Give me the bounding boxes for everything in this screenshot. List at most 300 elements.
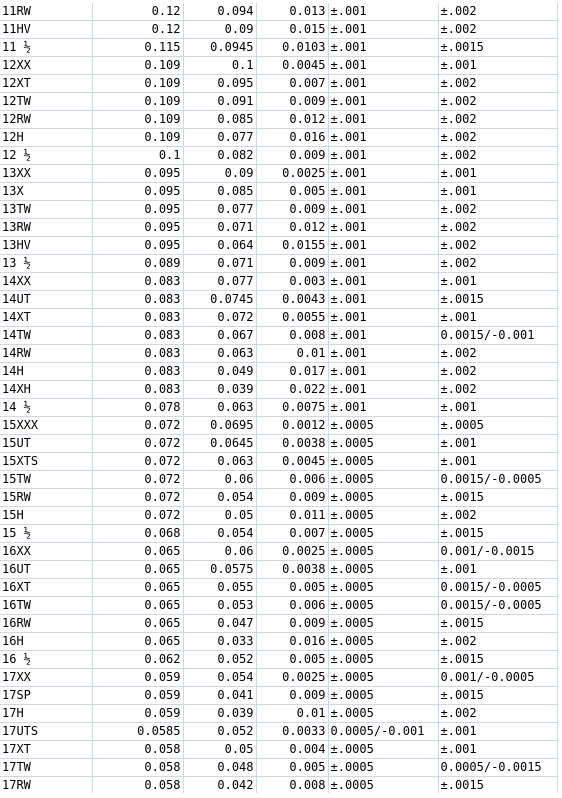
gauge-cell[interactable]: 17H	[0, 705, 92, 723]
tolerance-a-cell[interactable]: ±.001	[328, 111, 438, 129]
tolerance-b-cell[interactable]: ±.001	[438, 309, 557, 327]
inner-dia-cell[interactable]: 0.052	[183, 723, 256, 741]
gauge-cell[interactable]: 12XX	[0, 57, 92, 75]
inner-dia-cell[interactable]: 0.0695	[183, 417, 256, 435]
outer-dia-cell[interactable]: 0.062	[92, 651, 183, 669]
tolerance-b-cell[interactable]: ±.002	[438, 75, 557, 93]
outer-dia-cell[interactable]: 0.109	[92, 129, 183, 147]
gauge-cell[interactable]: 16XX	[0, 543, 92, 561]
tolerance-b-cell[interactable]: ±.001	[438, 165, 557, 183]
table-row	[0, 507, 557, 525]
outer-dia-cell[interactable]: 0.109	[92, 111, 183, 129]
tolerance-a-cell[interactable]: ±.001	[328, 3, 438, 21]
table-row	[0, 525, 557, 543]
tolerance-a-cell[interactable]: ±.001	[328, 57, 438, 75]
outer-dia-cell[interactable]: 0.065	[92, 633, 183, 651]
outer-dia-cell[interactable]: 0.058	[92, 777, 183, 795]
tolerance-a-cell[interactable]: ±.001	[328, 381, 438, 399]
outer-dia-cell[interactable]: 0.072	[92, 435, 183, 453]
wall-cell[interactable]: 0.004	[256, 741, 328, 759]
tolerance-a-cell[interactable]: ±.0005	[328, 615, 438, 633]
wall-cell[interactable]: 0.0103	[256, 39, 328, 57]
inner-dia-cell[interactable]: 0.055	[183, 579, 256, 597]
wall-cell[interactable]: 0.0038	[256, 435, 328, 453]
table-row	[0, 777, 557, 795]
tolerance-b-cell[interactable]: ±.002	[438, 705, 557, 723]
tolerance-a-cell[interactable]: ±.001	[328, 237, 438, 255]
inner-dia-cell[interactable]: 0.0645	[183, 435, 256, 453]
tolerance-b-cell[interactable]: 0.001/-0.0015	[438, 543, 557, 561]
outer-dia-cell[interactable]: 0.065	[92, 543, 183, 561]
outer-dia-cell[interactable]: 0.072	[92, 507, 183, 525]
gauge-cell[interactable]: 14XT	[0, 309, 92, 327]
tolerance-b-cell[interactable]: ±.0015	[438, 525, 557, 543]
wall-cell[interactable]: 0.007	[256, 525, 328, 543]
outer-dia-cell[interactable]: 0.12	[92, 21, 183, 39]
gauge-cell[interactable]: 16TW	[0, 597, 92, 615]
tolerance-b-cell[interactable]: ±.0015	[438, 489, 557, 507]
inner-dia-cell[interactable]: 0.067	[183, 327, 256, 345]
outer-dia-cell[interactable]: 0.12	[92, 3, 183, 21]
gauge-cell[interactable]: 16XT	[0, 579, 92, 597]
tolerance-a-cell[interactable]: ±.0005	[328, 435, 438, 453]
table-row	[0, 165, 557, 183]
wall-cell[interactable]: 0.0045	[256, 57, 328, 75]
table-row	[0, 687, 557, 705]
tolerance-a-cell[interactable]: ±.0005	[328, 759, 438, 777]
tolerance-b-cell[interactable]: ±.002	[438, 3, 557, 21]
table-row	[0, 75, 557, 93]
gauge-cell[interactable]: 12RW	[0, 111, 92, 129]
wall-cell[interactable]: 0.016	[256, 633, 328, 651]
wall-cell[interactable]: 0.005	[256, 579, 328, 597]
inner-dia-cell[interactable]: 0.0745	[183, 291, 256, 309]
tolerance-a-cell[interactable]: ±.001	[328, 327, 438, 345]
wall-cell[interactable]: 0.0043	[256, 291, 328, 309]
inner-dia-cell[interactable]: 0.095	[183, 75, 256, 93]
inner-dia-cell[interactable]: 0.082	[183, 147, 256, 165]
gauge-cell[interactable]: 14XH	[0, 381, 92, 399]
gauge-cell[interactable]: 17SP	[0, 687, 92, 705]
gauge-cell[interactable]: 13RW	[0, 219, 92, 237]
inner-dia-cell[interactable]: 0.06	[183, 471, 256, 489]
tolerance-a-cell[interactable]: ±.0005	[328, 579, 438, 597]
table-row	[0, 417, 557, 435]
outer-dia-cell[interactable]: 0.065	[92, 615, 183, 633]
tolerance-b-cell[interactable]: ±.001	[438, 435, 557, 453]
tolerance-b-cell[interactable]: 0.0015/-0.0005	[438, 597, 557, 615]
tolerance-b-cell[interactable]: 0.001/-0.0005	[438, 669, 557, 687]
outer-dia-cell[interactable]: 0.095	[92, 237, 183, 255]
inner-dia-cell[interactable]: 0.039	[183, 381, 256, 399]
outer-dia-cell[interactable]: 0.078	[92, 399, 183, 417]
tolerance-b-cell[interactable]: ±.001	[438, 183, 557, 201]
wall-cell[interactable]: 0.008	[256, 777, 328, 795]
wall-cell[interactable]: 0.009	[256, 147, 328, 165]
tolerance-b-cell[interactable]: ±.002	[438, 633, 557, 651]
tolerance-a-cell[interactable]: ±.001	[328, 345, 438, 363]
tolerance-b-cell[interactable]: 0.0005/-0.0015	[438, 759, 557, 777]
outer-dia-cell[interactable]: 0.059	[92, 687, 183, 705]
outer-dia-cell[interactable]: 0.065	[92, 597, 183, 615]
table-row	[0, 399, 557, 417]
tolerance-a-cell[interactable]: ±.001	[328, 399, 438, 417]
tolerance-a-cell[interactable]: ±.0005	[328, 777, 438, 795]
outer-dia-cell[interactable]: 0.083	[92, 273, 183, 291]
inner-dia-cell[interactable]: 0.042	[183, 777, 256, 795]
table-row	[0, 39, 557, 57]
wall-cell[interactable]: 0.009	[256, 201, 328, 219]
inner-dia-cell[interactable]: 0.085	[183, 111, 256, 129]
wall-cell[interactable]: 0.0025	[256, 669, 328, 687]
wall-cell[interactable]: 0.015	[256, 21, 328, 39]
tolerance-b-cell[interactable]: ±.002	[438, 111, 557, 129]
tolerance-a-cell[interactable]: ±.0005	[328, 651, 438, 669]
tolerance-a-cell[interactable]: ±.001	[328, 291, 438, 309]
gauge-cell[interactable]: 12XT	[0, 75, 92, 93]
table-row	[0, 381, 557, 399]
tolerance-a-cell[interactable]: ±.0005	[328, 561, 438, 579]
tolerance-b-cell[interactable]: ±.0015	[438, 777, 557, 795]
outer-dia-cell[interactable]: 0.083	[92, 345, 183, 363]
tolerance-b-cell[interactable]: ±.002	[438, 507, 557, 525]
tolerance-b-cell[interactable]: ±.0015	[438, 291, 557, 309]
inner-dia-cell[interactable]: 0.0575	[183, 561, 256, 579]
tolerance-b-cell[interactable]: ±.001	[438, 57, 557, 75]
outer-dia-cell[interactable]: 0.109	[92, 93, 183, 111]
gauge-cell[interactable]: 17UTS	[0, 723, 92, 741]
gauge-cell[interactable]: 15 ½	[0, 525, 92, 543]
outer-dia-cell[interactable]: 0.115	[92, 39, 183, 57]
tolerance-b-cell[interactable]: ±.0005	[438, 417, 557, 435]
inner-dia-cell[interactable]: 0.041	[183, 687, 256, 705]
table-row	[0, 741, 557, 759]
tolerance-b-cell[interactable]: ±.001	[438, 273, 557, 291]
tolerance-a-cell[interactable]: ±.001	[328, 363, 438, 381]
tolerance-a-cell[interactable]: ±.001	[328, 309, 438, 327]
tolerance-b-cell[interactable]: ±.002	[438, 21, 557, 39]
tolerance-a-cell[interactable]: ±.0005	[328, 453, 438, 471]
wall-cell[interactable]: 0.017	[256, 363, 328, 381]
gauge-cell[interactable]: 15XXX	[0, 417, 92, 435]
gauge-cell[interactable]: 15UT	[0, 435, 92, 453]
inner-dia-cell[interactable]: 0.1	[183, 57, 256, 75]
inner-dia-cell[interactable]: 0.05	[183, 741, 256, 759]
gauge-cell[interactable]: 17RW	[0, 777, 92, 795]
tolerance-b-cell[interactable]: ±.002	[438, 381, 557, 399]
inner-dia-cell[interactable]: 0.048	[183, 759, 256, 777]
tolerance-b-cell[interactable]: ±.001	[438, 723, 557, 741]
tolerance-a-cell[interactable]: ±.0005	[328, 471, 438, 489]
gauge-cell[interactable]: 17XT	[0, 741, 92, 759]
outer-dia-cell[interactable]: 0.109	[92, 75, 183, 93]
table-row	[0, 543, 557, 561]
outer-dia-cell[interactable]: 0.059	[92, 669, 183, 687]
outer-dia-cell[interactable]: 0.095	[92, 183, 183, 201]
wall-cell[interactable]: 0.009	[256, 93, 328, 111]
outer-dia-cell[interactable]: 0.1	[92, 147, 183, 165]
gauge-cell[interactable]: 14TW	[0, 327, 92, 345]
wall-cell[interactable]: 0.007	[256, 75, 328, 93]
gauge-cell[interactable]: 12TW	[0, 93, 92, 111]
inner-dia-cell[interactable]: 0.049	[183, 363, 256, 381]
tolerance-a-cell[interactable]: ±.001	[328, 183, 438, 201]
tolerance-a-cell[interactable]: ±.0005	[328, 525, 438, 543]
tolerance-b-cell[interactable]: ±.001	[438, 453, 557, 471]
tolerance-b-cell[interactable]: 0.0015/-0.001	[438, 327, 557, 345]
wall-cell[interactable]: 0.0038	[256, 561, 328, 579]
outer-dia-cell[interactable]: 0.072	[92, 489, 183, 507]
gauge-cell[interactable]: 16UT	[0, 561, 92, 579]
gauge-cell[interactable]: 13HV	[0, 237, 92, 255]
gauge-cell[interactable]: 11 ½	[0, 39, 92, 57]
gauge-cell[interactable]: 15XTS	[0, 453, 92, 471]
gauge-cell[interactable]: 13TW	[0, 201, 92, 219]
table-row	[0, 201, 557, 219]
tolerance-a-cell[interactable]: ±.001	[328, 273, 438, 291]
wall-cell[interactable]: 0.01	[256, 345, 328, 363]
table-row	[0, 237, 557, 255]
tolerance-a-cell[interactable]: ±.0005	[328, 507, 438, 525]
wall-cell[interactable]: 0.005	[256, 651, 328, 669]
inner-dia-cell[interactable]: 0.054	[183, 525, 256, 543]
wall-cell[interactable]: 0.0055	[256, 309, 328, 327]
outer-dia-cell[interactable]: 0.095	[92, 219, 183, 237]
tolerance-a-cell[interactable]: ±.0005	[328, 543, 438, 561]
outer-dia-cell[interactable]: 0.083	[92, 327, 183, 345]
tolerance-a-cell[interactable]: ±.001	[328, 39, 438, 57]
tolerance-b-cell[interactable]: ±.0015	[438, 39, 557, 57]
gauge-cell[interactable]: 11HV	[0, 21, 92, 39]
outer-dia-cell[interactable]: 0.072	[92, 453, 183, 471]
wall-cell[interactable]: 0.012	[256, 111, 328, 129]
gauge-cell[interactable]: 13 ½	[0, 255, 92, 273]
gauge-cell[interactable]: 11RW	[0, 3, 92, 21]
inner-dia-cell[interactable]: 0.077	[183, 129, 256, 147]
wall-cell[interactable]: 0.009	[256, 615, 328, 633]
gauge-cell[interactable]: 14UT	[0, 291, 92, 309]
table-body	[0, 3, 557, 795]
wall-cell[interactable]: 0.0033	[256, 723, 328, 741]
spreadsheet-grid	[0, 3, 562, 795]
inner-dia-cell[interactable]: 0.09	[183, 21, 256, 39]
table-row	[0, 21, 557, 39]
table-row	[0, 669, 557, 687]
table-row	[0, 471, 557, 489]
wall-cell[interactable]: 0.005	[256, 759, 328, 777]
tolerance-a-cell[interactable]: ±.0005	[328, 705, 438, 723]
outer-dia-cell[interactable]: 0.072	[92, 471, 183, 489]
tolerance-b-cell[interactable]: 0.0015/-0.0005	[438, 579, 557, 597]
tolerance-a-cell[interactable]: ±.001	[328, 75, 438, 93]
wall-cell[interactable]: 0.0025	[256, 165, 328, 183]
table-row	[0, 705, 557, 723]
wall-cell[interactable]: 0.0075	[256, 399, 328, 417]
inner-dia-cell[interactable]: 0.094	[183, 3, 256, 21]
tolerance-b-cell[interactable]: ±.002	[438, 93, 557, 111]
inner-dia-cell[interactable]: 0.039	[183, 705, 256, 723]
tolerance-a-cell[interactable]: ±.001	[328, 219, 438, 237]
tolerance-a-cell[interactable]: ±.001	[328, 93, 438, 111]
tolerance-a-cell[interactable]: ±.0005	[328, 489, 438, 507]
wall-cell[interactable]: 0.011	[256, 507, 328, 525]
inner-dia-cell[interactable]: 0.077	[183, 201, 256, 219]
inner-dia-cell[interactable]: 0.054	[183, 489, 256, 507]
table-row	[0, 759, 557, 777]
wall-cell[interactable]: 0.01	[256, 705, 328, 723]
gauge-cell[interactable]: 14H	[0, 363, 92, 381]
wall-cell[interactable]: 0.0012	[256, 417, 328, 435]
outer-dia-cell[interactable]: 0.083	[92, 363, 183, 381]
wall-cell[interactable]: 0.016	[256, 129, 328, 147]
wall-cell[interactable]: 0.006	[256, 597, 328, 615]
gauge-cell[interactable]: 16H	[0, 633, 92, 651]
wall-cell[interactable]: 0.009	[256, 687, 328, 705]
tolerance-a-cell[interactable]: ±.0005	[328, 633, 438, 651]
gauge-cell[interactable]: 17XX	[0, 669, 92, 687]
tolerance-b-cell[interactable]: ±.0015	[438, 687, 557, 705]
tolerance-b-cell[interactable]: 0.0015/-0.0005	[438, 471, 557, 489]
inner-dia-cell[interactable]: 0.064	[183, 237, 256, 255]
inner-dia-cell[interactable]: 0.033	[183, 633, 256, 651]
tolerance-b-cell[interactable]: ±.002	[438, 255, 557, 273]
table-row	[0, 651, 557, 669]
table-row	[0, 255, 557, 273]
tolerance-b-cell[interactable]: ±.002	[438, 345, 557, 363]
wall-cell[interactable]: 0.006	[256, 471, 328, 489]
gauge-cell[interactable]: 15TW	[0, 471, 92, 489]
wall-cell[interactable]: 0.022	[256, 381, 328, 399]
tolerance-b-cell[interactable]: ±.002	[438, 219, 557, 237]
tolerance-b-cell[interactable]: ±.001	[438, 399, 557, 417]
gauge-cell[interactable]: 16 ½	[0, 651, 92, 669]
inner-dia-cell[interactable]: 0.091	[183, 93, 256, 111]
wall-cell[interactable]: 0.008	[256, 327, 328, 345]
table-row	[0, 435, 557, 453]
tolerance-b-cell[interactable]: ±.001	[438, 741, 557, 759]
inner-dia-cell[interactable]: 0.053	[183, 597, 256, 615]
outer-dia-cell[interactable]: 0.095	[92, 165, 183, 183]
gauge-cell[interactable]: 13X	[0, 183, 92, 201]
wall-cell[interactable]: 0.009	[256, 489, 328, 507]
table-row	[0, 147, 557, 165]
tolerance-a-cell[interactable]: ±.001	[328, 201, 438, 219]
inner-dia-cell[interactable]: 0.063	[183, 399, 256, 417]
tolerance-a-cell[interactable]: ±.0005	[328, 741, 438, 759]
wall-cell[interactable]: 0.0045	[256, 453, 328, 471]
inner-dia-cell[interactable]: 0.085	[183, 183, 256, 201]
inner-dia-cell[interactable]: 0.052	[183, 651, 256, 669]
tolerance-b-cell[interactable]: ±.002	[438, 363, 557, 381]
gauge-cell[interactable]: 12 ½	[0, 147, 92, 165]
table-row	[0, 453, 557, 471]
outer-dia-cell[interactable]: 0.089	[92, 255, 183, 273]
table-row	[0, 561, 557, 579]
outer-dia-cell[interactable]: 0.083	[92, 291, 183, 309]
gauge-table	[0, 3, 558, 795]
inner-dia-cell[interactable]: 0.072	[183, 309, 256, 327]
inner-dia-cell[interactable]: 0.047	[183, 615, 256, 633]
wall-cell[interactable]: 0.005	[256, 183, 328, 201]
wall-cell[interactable]: 0.0155	[256, 237, 328, 255]
gauge-cell[interactable]: 14XX	[0, 273, 92, 291]
tolerance-b-cell[interactable]: ±.002	[438, 201, 557, 219]
outer-dia-cell[interactable]: 0.095	[92, 201, 183, 219]
tolerance-a-cell[interactable]: ±.0005	[328, 687, 438, 705]
inner-dia-cell[interactable]: 0.077	[183, 273, 256, 291]
tolerance-a-cell[interactable]: ±.001	[328, 255, 438, 273]
outer-dia-cell[interactable]: 0.058	[92, 741, 183, 759]
tolerance-a-cell[interactable]: 0.0005/-0.001	[328, 723, 438, 741]
tolerance-a-cell[interactable]: ±.0005	[328, 417, 438, 435]
table-row	[0, 615, 557, 633]
outer-dia-cell[interactable]: 0.068	[92, 525, 183, 543]
inner-dia-cell[interactable]: 0.054	[183, 669, 256, 687]
gauge-cell[interactable]: 15RW	[0, 489, 92, 507]
outer-dia-cell[interactable]: 0.0585	[92, 723, 183, 741]
tolerance-a-cell[interactable]: ±.001	[328, 129, 438, 147]
table-row	[0, 723, 557, 741]
tolerance-b-cell[interactable]: ±.0015	[438, 651, 557, 669]
tolerance-b-cell[interactable]: ±.002	[438, 237, 557, 255]
tolerance-a-cell[interactable]: ±.0005	[328, 669, 438, 687]
inner-dia-cell[interactable]: 0.0945	[183, 39, 256, 57]
gauge-cell[interactable]: 14 ½	[0, 399, 92, 417]
gauge-cell[interactable]: 17TW	[0, 759, 92, 777]
gauge-cell[interactable]: 12H	[0, 129, 92, 147]
tolerance-b-cell[interactable]: ±.0015	[438, 615, 557, 633]
outer-dia-cell[interactable]: 0.109	[92, 57, 183, 75]
wall-cell[interactable]: 0.012	[256, 219, 328, 237]
inner-dia-cell[interactable]: 0.09	[183, 165, 256, 183]
gauge-cell[interactable]: 15H	[0, 507, 92, 525]
tolerance-a-cell[interactable]: ±.0005	[328, 597, 438, 615]
gauge-cell[interactable]: 16RW	[0, 615, 92, 633]
wall-cell[interactable]: 0.009	[256, 255, 328, 273]
outer-dia-cell[interactable]: 0.065	[92, 561, 183, 579]
table-row	[0, 129, 557, 147]
tolerance-a-cell[interactable]: ±.001	[328, 147, 438, 165]
table-row	[0, 219, 557, 237]
inner-dia-cell[interactable]: 0.063	[183, 453, 256, 471]
table-row	[0, 363, 557, 381]
inner-dia-cell[interactable]: 0.063	[183, 345, 256, 363]
inner-dia-cell[interactable]: 0.071	[183, 255, 256, 273]
inner-dia-cell[interactable]: 0.06	[183, 543, 256, 561]
inner-dia-cell[interactable]: 0.071	[183, 219, 256, 237]
wall-cell[interactable]: 0.0025	[256, 543, 328, 561]
inner-dia-cell[interactable]: 0.05	[183, 507, 256, 525]
outer-dia-cell[interactable]: 0.083	[92, 309, 183, 327]
outer-dia-cell[interactable]: 0.065	[92, 579, 183, 597]
tolerance-a-cell[interactable]: ±.001	[328, 165, 438, 183]
outer-dia-cell[interactable]: 0.072	[92, 417, 183, 435]
outer-dia-cell[interactable]: 0.083	[92, 381, 183, 399]
outer-dia-cell[interactable]: 0.059	[92, 705, 183, 723]
tolerance-b-cell[interactable]: ±.002	[438, 129, 557, 147]
table-row	[0, 327, 557, 345]
wall-cell[interactable]: 0.013	[256, 3, 328, 21]
table-row	[0, 183, 557, 201]
wall-cell[interactable]: 0.003	[256, 273, 328, 291]
outer-dia-cell[interactable]: 0.058	[92, 759, 183, 777]
tolerance-b-cell[interactable]: ±.002	[438, 147, 557, 165]
gauge-cell[interactable]: 14RW	[0, 345, 92, 363]
table-row	[0, 291, 557, 309]
gauge-cell[interactable]: 13XX	[0, 165, 92, 183]
tolerance-a-cell[interactable]: ±.001	[328, 21, 438, 39]
tolerance-b-cell[interactable]: ±.001	[438, 561, 557, 579]
